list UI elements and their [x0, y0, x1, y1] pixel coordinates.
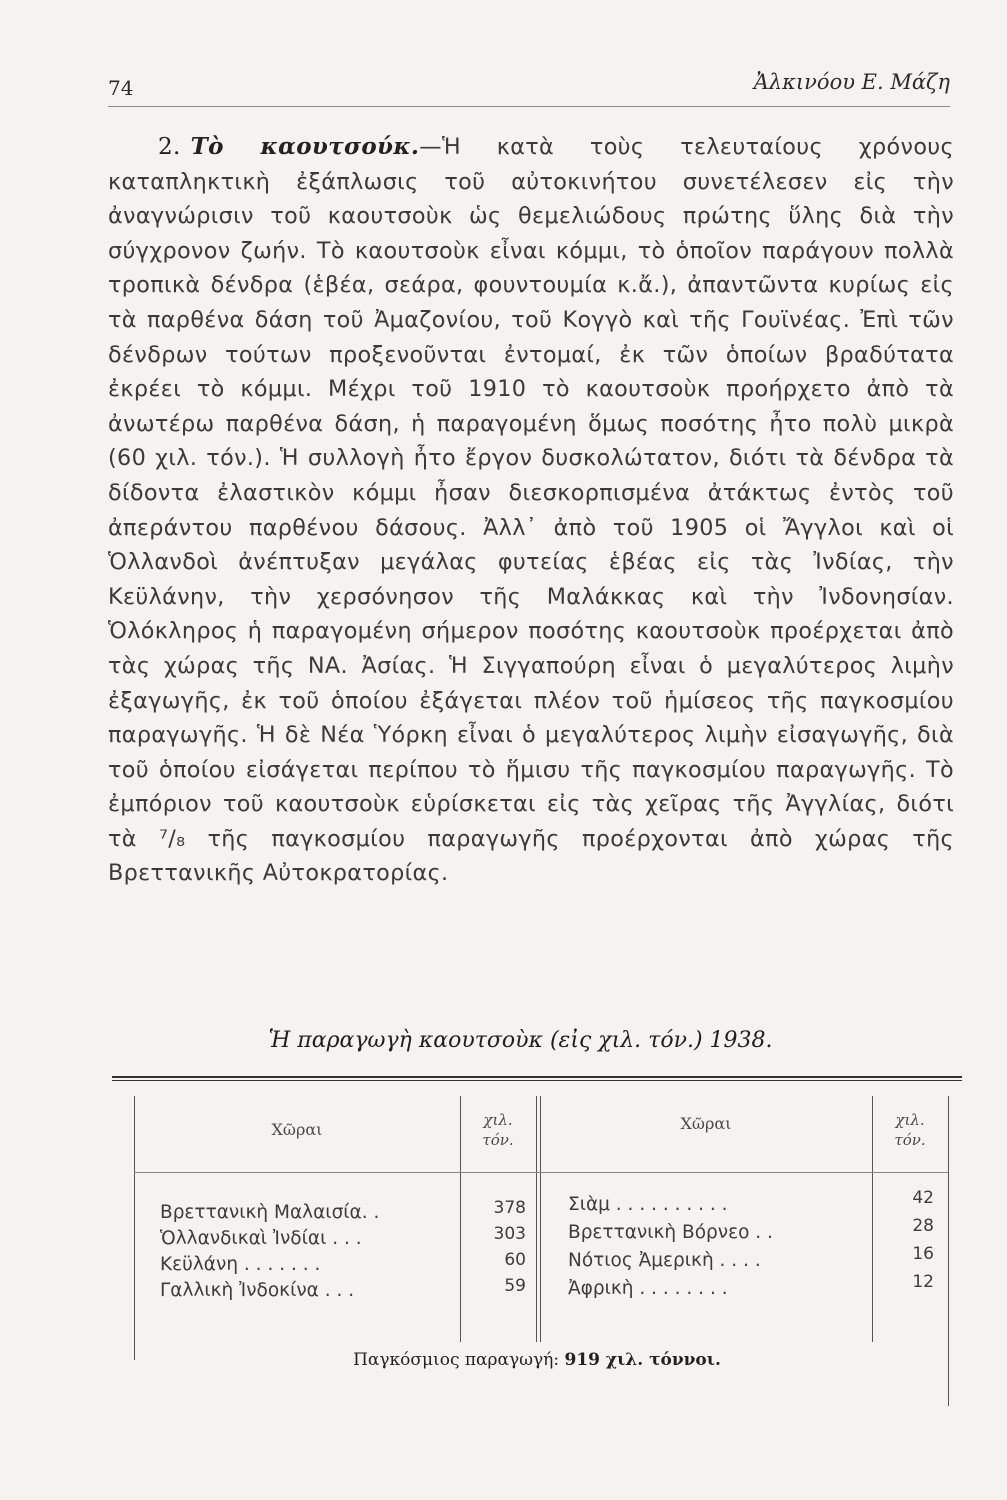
header-rule: [108, 106, 950, 107]
running-head: Ἀλκινόου Ε. Μάζη: [753, 70, 950, 94]
paragraph: [108, 130, 954, 891]
country-cell: Ὁλλανδικαὶ Ἰνδίαι . . .: [160, 1228, 362, 1249]
production-table: [112, 1076, 962, 1386]
total-value: 919 χιλ. τόννοι.: [564, 1350, 721, 1370]
value-cell: 378: [493, 1198, 526, 1218]
col-divider: [536, 1096, 537, 1342]
country-cell: Σιὰμ . . . . . . . . . .: [568, 1194, 728, 1215]
country-cell: Βρεττανικὴ Βόρνεο . .: [568, 1222, 773, 1243]
country-cell: Ἀφρικὴ . . . . . . . .: [568, 1278, 728, 1299]
total-label: Παγκόσμιος παραγωγή:: [353, 1350, 560, 1370]
col-header-units-bottom: τόν.: [894, 1131, 926, 1149]
section-dash: —: [419, 134, 442, 160]
country-cell: Κεϋλάνη . . . . . . .: [160, 1254, 321, 1275]
col-header-country: Χῶραι: [680, 1114, 732, 1133]
col-header-country: Χῶραι: [271, 1120, 323, 1139]
col-header-units-bottom: τόν.: [482, 1131, 514, 1149]
table-top-rule: [112, 1076, 962, 1078]
table-caption: Ἡ παραγωγὴ καουτσοὺκ (εἰς χιλ. τόν.) 1938.: [268, 1028, 773, 1053]
col-header-units-top: χιλ.: [895, 1111, 925, 1129]
country-cell: Βρεττανικὴ Μαλαισία. .: [160, 1202, 380, 1223]
value-cell: 42: [912, 1188, 934, 1208]
world-total: [112, 1350, 962, 1370]
section-title: Τὸ καουτσούκ.: [190, 133, 420, 160]
body-text: [108, 130, 954, 891]
value-cell: 59: [504, 1276, 526, 1296]
value-cell: 16: [912, 1244, 934, 1264]
country-cell: Γαλλικὴ Ἰνδοκίνα . . .: [160, 1280, 355, 1301]
section-heading: [158, 134, 419, 160]
header-rule: [134, 1172, 948, 1173]
value-cell: 12: [912, 1272, 934, 1292]
section-number: 2.: [158, 134, 181, 160]
value-cell: 28: [912, 1216, 934, 1236]
page-header: [108, 68, 950, 100]
value-cell: 303: [493, 1224, 526, 1244]
col-header-units-top: χιλ.: [483, 1111, 513, 1129]
country-cell: Νότιος Ἀμερικὴ . . . .: [568, 1250, 761, 1271]
page-number: 74: [108, 76, 134, 100]
paragraph-text: Ἡ κατὰ τοὺς τελευταίους χρόνους καταπληκτικὴ ἐξάπλωσις τοῦ αὐτοκινήτου συνετέλεσεν εἰς τὴν ἀναγνώρισιν τοῦ καουτσοὺκ ὡς θεμελιώδους πρώτης ὕλης διὰ τὴν σύγχρονον ζωήν. Τὸ καουτσοὺκ εἶναι κόμμι, τὸ ὁποῖον παράγουν πολλὰ τροπικὰ δένδρα (ἑβέα, σεάρα, φουντουμία κ.ἄ.), ἀπαντῶντα κυρίως εἰς τὰ παρθένα δάση τοῦ Ἀμαζονίου, τοῦ Κογγὸ καὶ τῆς Γουϊνέας. Ἐπὶ τῶν δένδρων τούτων προξενοῦνται ἐντομαί, ἐκ τῶν ὁποίων βραδύτατα ἐκρέει τὸ κόμμι. Μέχρι τοῦ 1910 τὸ καουτσοὺκ προήρχετο ἀπὸ τὰ ἀνωτέρω παρθένα δάση, ἡ παραγομένη ὅμως ποσότης ἦτο πολὺ μικρὰ (60 χιλ. τόν.). Ἡ συλλογὴ ἦτο ἔργον δυσκολώτατον, διότι τὰ δένδρα τὰ δίδοντα ἐλαστικὸν κόμμι ἦσαν διεσκορπισμένα ἀτάκτως ἐντὸς τοῦ ἀπεράντου παρθένου δάσους. Ἀλλ᾽ ἀπὸ τοῦ 1905 οἱ Ἄγγλοι καὶ οἱ Ὁλλανδοὶ ἀνέπτυξαν μεγάλας φυτείας ἑβέας εἰς τὰς Ἰνδίας, τὴν Κεϋλάνην, τὴν χερσόνησον τῆς Μαλάκκας καὶ τὴν Ἰνδονησίαν. Ὁλόκληρος ἡ παραγομένη σήμερον ποσότης καουτσοὺκ προέρχεται ἀπὸ τὰς χώρας τῆς ΝΑ. Ἀσίας. Ἡ Σιγγαπούρη εἶναι ὁ μεγαλύτερος λιμὴν ἐξαγωγῆς, ἐκ τοῦ ὁποίου ἐξάγεται πλέον τοῦ ἡμίσεος τῆς παγκοσμίου παραγωγῆς. Ἡ δὲ Νέα Ὑόρκη εἶναι ὁ μεγαλύτερος λιμὴν εἰσαγωγῆς, διὰ τοῦ ὁποίου εἰσάγεται περίπου τὸ ἥμισυ τῆς παγκοσμίου παραγωγῆς. Τὸ ἐμπόριον τοῦ καουτσοὺκ εὑρίσκεται εἰς τὰς χεῖρας τῆς Ἀγγλίας, διότι τὰ ⁷/₈ τῆς παγκοσμίου παραγωγῆς προέρχονται ἀπὸ χώρας τῆς Βρεττανικῆς Αὐτοκρατορίας.: [108, 134, 954, 887]
table-top-rule-thin: [112, 1080, 962, 1081]
value-cell: 60: [504, 1250, 526, 1270]
